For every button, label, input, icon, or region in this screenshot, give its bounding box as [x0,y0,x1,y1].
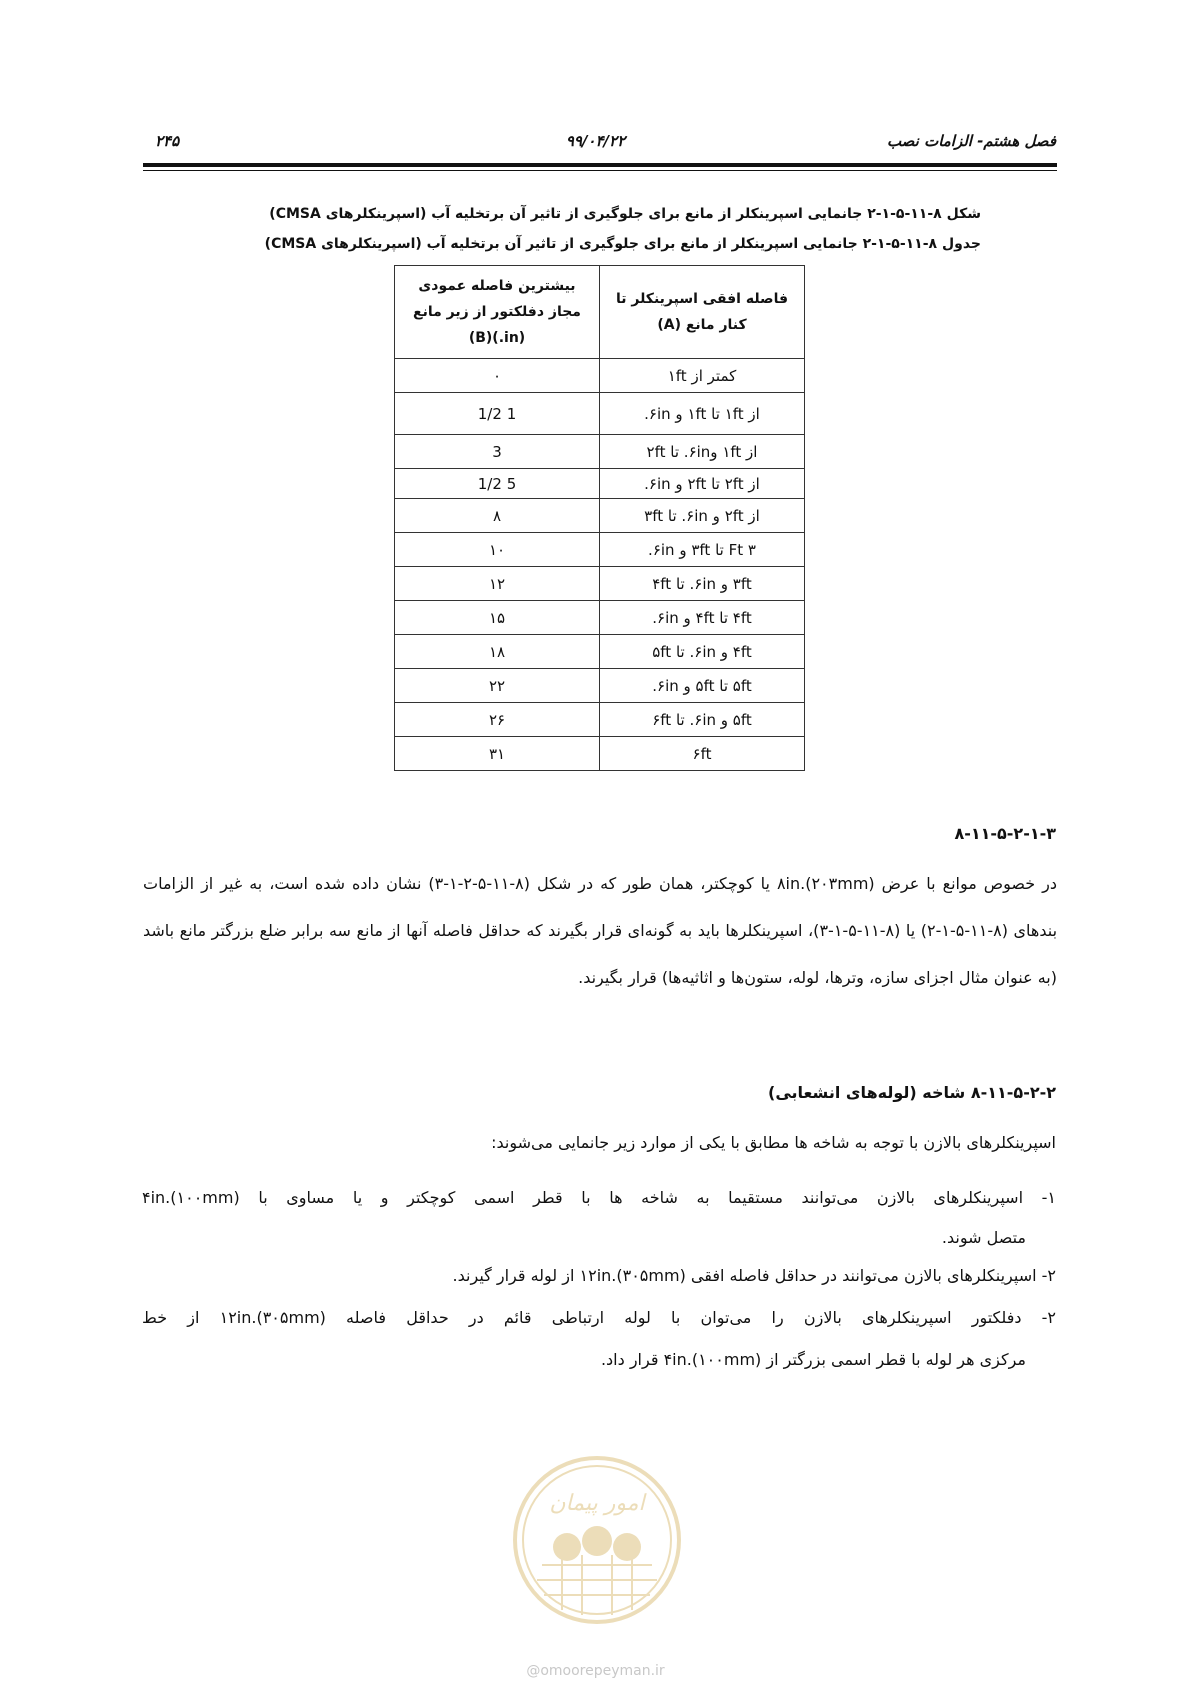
cell-distance: ۴ft تا ۴ft و ۶in. [600,601,805,635]
table-row [395,635,805,669]
cell-height: ۲۶ [395,703,600,737]
table-row [395,567,805,601]
header-date: ۹۹/۰۴/۲۲ [565,132,626,150]
cell-distance: ۳ Ft تا ۳ft و ۶in. [600,533,805,567]
table-caption: جدول ۸-۱۱-۵-۱-۲ جانمایی اسپرینکلر از مانع برای جلوگیری از تاثیر آن برتخلیه آب (اسپرینکلرهای CMSA) [264,236,981,252]
clearance-table [394,265,805,771]
table-row [395,359,805,393]
cell-height: ۳۱ [395,737,600,771]
watermark-logo [512,1455,682,1625]
header-rule-thick [143,163,1057,167]
cell-height: ۱۲ [395,567,600,601]
table-row [395,393,805,435]
figure-caption: شکل ۸-۱۱-۵-۱-۲ جانمایی اسپرینکلر از مانع برای جلوگیری از تاثیر آن برتخلیه آب (اسپرینکلرهای CMSA) [269,206,981,222]
cell-height: ۱۵ [395,601,600,635]
header-distance-line: فاصله افقی اسپرینکلر تا [615,291,789,307]
cell-height: ۲۲ [395,669,600,703]
table-row [395,435,805,469]
list-item: ۱- اسپرینکلرهای بالازن می‌توانند مستقیما به شاخه ها با قطر اسمی کوچکتر و یا مساوی با ۴in.(۱۰۰mm) [142,1188,1056,1207]
table-row [395,533,805,567]
cell-distance: از ۲ft تا ۲ft و ۶in. [600,469,805,499]
header-height-line: بیشترین فاصله عمودی [418,278,576,294]
table-row [395,499,805,533]
cell-distance: از ۱ft تا ۱ft و ۶in. [600,393,805,435]
cell-height: ۱۰ [395,533,600,567]
cell-distance: ۴ft و ۶in. تا ۵ft [600,635,805,669]
list-item-continuation: مرکزی هر لوله با قطر اسمی بزرگتر از ۴in.(۱۰۰mm) قرار داد. [600,1350,1026,1369]
cell-height: 3 [395,435,600,469]
header-distance-line: کنار مانع (A) [657,317,747,333]
section-intro: اسپرینکلرهای بالازن با توجه به شاخه ها مطابق با یکی از موارد زیر جانمایی می‌شوند: [491,1133,1056,1152]
cell-distance: از ۲ft و ۶in. تا ۳ft [600,499,805,533]
cell-height: ۱۸ [395,635,600,669]
section-paragraph: در خصوص موانع با عرض ۸in.(۲۰۳mm) یا کوچکتر، همان طور که در شکل (۸-۱۱-۵-۲-۱-۳) نشان داده شده است، به غیر از الزامات بندهای (۸-۱۱-۵-۱-۲) یا (۸-۱۱-۵-۱-۳)، اسپرینکلرها باید به گونه‌ای قرار بگیرند که حداقل فاصله آنها از مانع سه برابر ضلع بزرگتر مانع باشد (به عنوان مثال اجزای سازه، وترها، لوله، ستون‌ها و اثاثیه‌ها) قرار بگیرند. [143,874,1058,987]
page-number: ۲۴۵ [155,132,180,150]
cell-height: ۸ [395,499,600,533]
table-row [395,469,805,499]
list-item: ۲- دفلکتور اسپرینکلرهای بالازن را می‌توان با لوله ارتباطی قائم در حداقل فاصله ۱۲in.(۳۰۵mm) از خط [142,1308,1057,1327]
cell-distance: از ۱ft و۶in. تا ۲ft [600,435,805,469]
table-header-row [395,266,805,359]
cell-distance: ۵ft و ۶in. تا ۶ft [600,703,805,737]
section-heading: ۸-۱۱-۵-۲-۱-۳ [954,824,1056,843]
table-row [395,737,805,771]
watermark-site: @omoorepeyman.ir [526,1663,665,1679]
cell-distance: ۶ft [600,737,805,771]
header-rule-thin [143,170,1057,171]
table-row [395,669,805,703]
cell-distance: ۳ft و ۶in. تا ۴ft [600,567,805,601]
table-row [395,703,805,737]
list-item-continuation: متصل شوند. [941,1228,1026,1247]
table-row [395,601,805,635]
cell-height: ۰ [395,359,600,393]
chapter-title: فصل هشتم- الزامات نصب [886,132,1056,150]
cell-height: 5 1/2 [395,469,600,499]
logo-text: امور پیمان [549,1491,645,1516]
header-height-line: (in.)(B) [468,330,526,346]
cell-distance: کمتر از ۱ft [600,359,805,393]
cell-distance: ۵ft تا ۵ft و ۶in. [600,669,805,703]
section-heading: ۸-۱۱-۵-۲-۲ شاخه (لوله‌های انشعابی) [768,1083,1056,1102]
header-height-line: مجاز دفلکتور از زیر مانع [413,304,581,320]
cell-height: 1 1/2 [395,393,600,435]
list-item: ۲- اسپرینکلرهای بالازن می‌توانند در حداقل فاصله افقی ۱۲in.(۳۰۵mm) از لوله قرار گیرند. [452,1266,1056,1285]
header-height [395,266,600,359]
header-distance [600,266,805,359]
